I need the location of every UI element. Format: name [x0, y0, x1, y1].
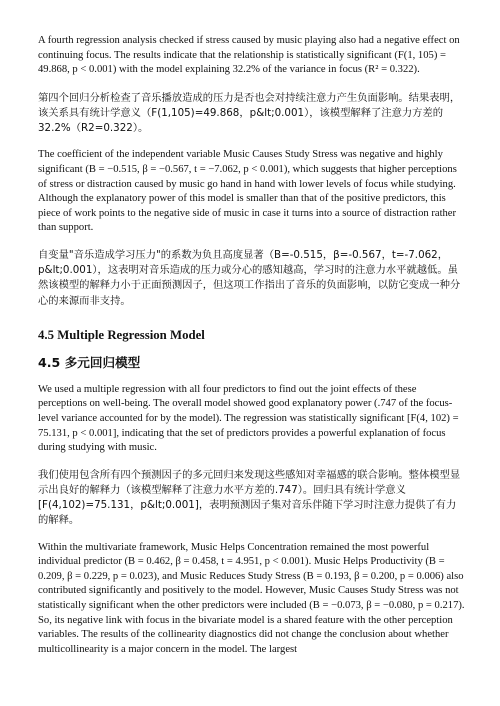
- paragraph-multivariate-en: Within the multivariate framework, Music Helps Concentration remained the most powerful individual predictor (B = 0.462, β = 0.458, t = 4.951, p < 0.001). Music Helps Productivity (B = 0.209, β = 0.229, p = 0.023), and Music Reduces Study Stress (B = 0.193, β = 0.200, p = 0.006) also contributed significantly and positively to the model. However, Music Causes Study Stress was not statistically significant when the other predictors were included (B = −0.073, β = −0.080, p = 0.217). So, its negative link with focus in the bivariate model is a shared feature with the other perception variables. The results of the collinearity diagnostics did not change the conclusion about whether multicollinearity is a major concern in the model. The largest: [38, 541, 465, 655]
- paragraph-regression-stress-en: A fourth regression analysis checked if stress caused by music playing also had a negative effect on continuing focus. The results indicate that the relationship is statistically significant (F(1, 105) = 49.868, p < 0.001) with the model explaining 32.2% of the variance in focus (R² = 0.322).: [38, 35, 460, 76]
- paragraph-regression-stress-zh: 第四个回归分析检查了音乐播放造成的压力是否也会对持续注意力产生负面影响。结果表明，该关系具有统计学意义（F(1,105)=49.868，p&lt;0.001），该模型解释了注意力方差的32.2%（R2=0.322）。: [38, 91, 461, 135]
- section-heading-zh: 4.5 多元回归模型: [38, 354, 141, 370]
- paragraph-coefficient-zh: 自变量"音乐造成学习压力"的系数为负且高度显著（B=-0.515，β=-0.567，t=-7.062，p&lt;0.001），这表明对音乐造成的压力或分心的感知越高，学习时的注意力水平就越低。虽然该模型的解释力小于正面预测因子，但这项工作指出了音乐的负面影响，以防它变成一种分心的来源而非支持。: [38, 248, 461, 307]
- section-heading-en: 4.5 Multiple Regression Model: [38, 327, 205, 342]
- paragraph-multiple-regression-en: We used a multiple regression with all four predictors to find out the joint effects of these perceptions on well-being. The overall model showed good explanatory power (.747 of the focus-level variance accounted for by the model). The regression was statistically significant [F(4, 102) = 75.131, p < 0.001], indicating that the set of predictors provides a powerful explanation of focus during studying with music.: [38, 383, 459, 454]
- paragraph-coefficient-en: The coefficient of the independent variable Music Causes Study Stress was negative and highly significant (B = −0.515, β = −0.567, t = −7.062, p < 0.001), which suggests that higher perceptions of stress or distraction caused by music go hand in hand with lower levels of focus while studying. Although the explanatory power of this model is smaller than that of the positive predictors, this piece of work points to the negative side of music in case it turns into a source of distraction rather than support.: [38, 149, 457, 234]
- paragraph-multiple-regression-zh: 我们使用包含所有四个预测因子的多元回归来发现这些感知对幸福感的联合影响。整体模型显示出良好的解释力（该模型解释了注意力水平方差的.747）。回归具有统计学意义[F(4,102)=75.131，p&lt;0.001]，表明预测因子集对音乐伴随下学习时注意力提供了有力的解释。: [38, 468, 461, 527]
- document-page: [38, 34, 466, 669]
